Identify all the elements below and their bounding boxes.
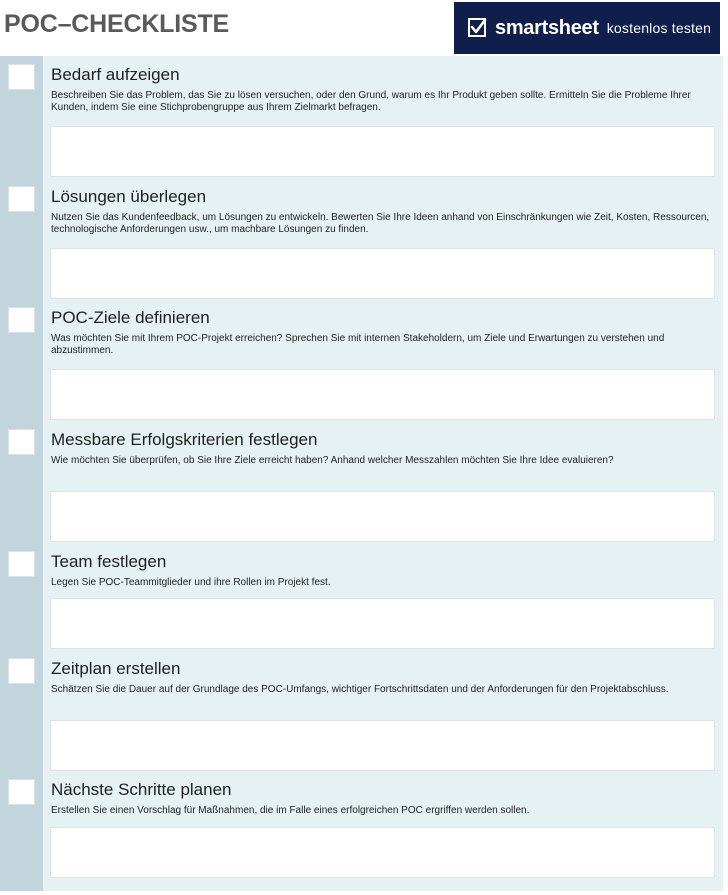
item-notes-field[interactable] bbox=[50, 598, 715, 649]
item-notes-field[interactable] bbox=[50, 126, 715, 177]
item-title: Bedarf aufzeigen bbox=[51, 65, 180, 84]
item-checkbox[interactable] bbox=[8, 64, 35, 90]
item-notes-field[interactable] bbox=[50, 720, 715, 771]
item-description: Legen Sie POC-Teammitglieder und ihre Rollen im Projekt fest. bbox=[51, 577, 331, 588]
item-checkbox[interactable] bbox=[8, 779, 35, 805]
item-checkbox[interactable] bbox=[8, 186, 35, 212]
item-description: Schätzen Sie die Dauer auf der Grundlage des POC-Umfangs, wichtiger Fortschrittsdaten und der Anforderungen für den Projektabschluss. bbox=[51, 684, 669, 695]
item-notes-field[interactable] bbox=[50, 248, 715, 299]
item-description: Was möchten Sie mit Ihrem POC-Projekt erreichen? Sprechen Sie mit internen Stakeholdern, um Ziele und Erwartungen zu verstehen und abzustimmen. bbox=[51, 333, 665, 356]
smartsheet-logo-icon bbox=[468, 18, 488, 38]
item-description: Beschreiben Sie das Problem, das Sie zu lösen versuchen, oder den Grund, warum es Ihr Produkt geben sollte. Ermitteln Sie die Probleme Ihrer Kunden, indem Sie eine Stichprobengruppe aus Ihrem Zielmarkt befragen. bbox=[51, 90, 691, 113]
smartsheet-banner[interactable] bbox=[454, 2, 720, 54]
free-trial-link[interactable]: kostenlos testen bbox=[606, 20, 712, 36]
item-checkbox[interactable] bbox=[8, 551, 35, 577]
item-description: Wie möchten Sie überprüfen, ob Sie Ihre Ziele erreicht haben? Anhand welcher Messzahlen möchten Sie Ihre Idee evaluieren? bbox=[51, 455, 614, 466]
item-title: Nächste Schritte planen bbox=[51, 780, 232, 799]
item-title: Messbare Erfolgskriterien festlegen bbox=[51, 430, 318, 449]
item-notes-field[interactable] bbox=[50, 827, 715, 878]
item-title: Team festlegen bbox=[51, 552, 167, 571]
item-checkbox[interactable] bbox=[8, 429, 35, 455]
item-checkbox[interactable] bbox=[8, 658, 35, 684]
item-title: POC-Ziele definieren bbox=[51, 308, 210, 327]
item-title: Lösungen überlegen bbox=[51, 187, 207, 206]
page-title: POC–CHECKLISTE bbox=[4, 10, 230, 38]
checkbox-column bbox=[0, 56, 43, 891]
item-notes-field[interactable] bbox=[50, 491, 715, 542]
checklist bbox=[0, 56, 723, 891]
brand-name: smartsheet bbox=[495, 16, 599, 39]
item-checkbox[interactable] bbox=[8, 307, 35, 333]
item-notes-field[interactable] bbox=[50, 369, 715, 420]
item-title: Zeitplan erstellen bbox=[51, 659, 181, 678]
item-description: Erstellen Sie einen Vorschlag für Maßnahmen, die im Falle eines erfolgreichen POC ergriffen werden sollen. bbox=[51, 805, 530, 816]
page-header bbox=[0, 0, 728, 56]
item-description: Nutzen Sie das Kundenfeedback, um Lösungen zu entwickeln. Bewerten Sie Ihre Ideen anhand von Einschränkungen wie Zeit, Kosten, Ressourcen, technologische Anforderungen usw., um machbare Lösungen zu finden. bbox=[51, 212, 710, 235]
